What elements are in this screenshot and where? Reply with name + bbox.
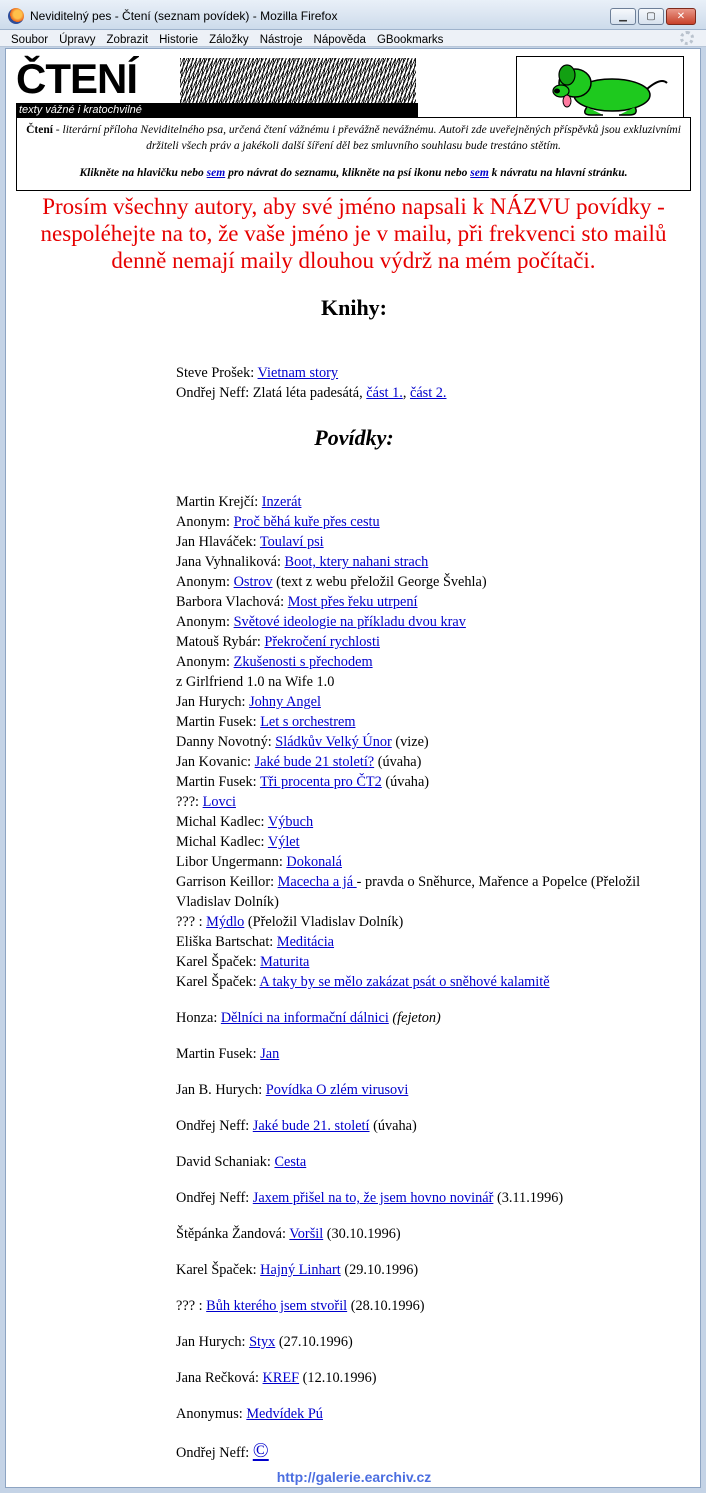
list-item: [176, 592, 686, 612]
return-home-link[interactable]: sem: [470, 167, 489, 179]
info-navigation: [25, 166, 682, 180]
story-note: (12.10.1996): [299, 1370, 377, 1386]
list-item: [176, 1296, 686, 1316]
author-name: ???:: [176, 794, 203, 810]
firefox-icon: [8, 8, 24, 24]
story-note: (text z webu přeložil George Švehla): [272, 574, 487, 590]
menu-item-7[interactable]: GBookmarks: [376, 34, 444, 46]
menu-item-2[interactable]: Zobrazit: [106, 34, 149, 46]
logo-subtitle: texty vážné i kratochvilné: [16, 103, 418, 117]
story-link[interactable]: Vietnam story: [257, 365, 339, 381]
list-item: [176, 1188, 686, 1208]
story-link[interactable]: Jaké bude 21. století: [252, 1118, 370, 1134]
author-name: Eliška Bartschat:: [176, 934, 277, 950]
list-item: [176, 712, 686, 732]
list-item: [176, 772, 686, 792]
story-link[interactable]: Zkušenosti s přechodem: [233, 654, 373, 670]
maximize-button[interactable]: ▢: [638, 8, 664, 25]
author-name: Anonym:: [176, 514, 234, 530]
list-item: [176, 632, 686, 652]
list-item: [176, 932, 686, 952]
list-item: [176, 612, 686, 632]
menu-bar: [0, 30, 706, 47]
story-link[interactable]: Světové ideologie na příkladu dvou krav: [233, 614, 466, 630]
list-item: [176, 792, 686, 812]
story-link[interactable]: Cesta: [274, 1154, 307, 1170]
story-link[interactable]: Dokonalá: [286, 854, 342, 870]
author-name: Jan Kovanic:: [176, 754, 255, 770]
author-name: ??? :: [176, 1298, 207, 1314]
author-name: Jan Hurych:: [176, 694, 250, 710]
story-link[interactable]: Maturita: [260, 954, 310, 970]
author-name: Anonym:: [176, 654, 234, 670]
list-item: [176, 363, 686, 383]
story-link[interactable]: Dělníci na informační dálnici: [220, 1010, 389, 1026]
list-item: [176, 383, 686, 403]
author-name: Martin Fusek:: [176, 1046, 261, 1062]
author-name: Anonymus:: [176, 1406, 247, 1422]
list-item: [176, 1368, 686, 1388]
story-link[interactable]: Inzerát: [261, 494, 302, 510]
list-item: [176, 1008, 686, 1028]
author-name: Jana Rečková:: [176, 1370, 263, 1386]
author-name: Jan Hlaváček:: [176, 534, 260, 550]
story-link[interactable]: Most přes řeku utrpení: [287, 594, 418, 610]
story-link[interactable]: Proč běhá kuře přes cestu: [233, 514, 380, 530]
list-item: [176, 1440, 686, 1463]
dog-icon: [517, 57, 684, 118]
list-item: [176, 752, 686, 772]
list-item: [176, 1224, 686, 1244]
story-link[interactable]: Překročení rychlosti: [264, 634, 380, 650]
author-name: Michal Kadlec:: [176, 834, 268, 850]
menu-item-6[interactable]: Nápověda: [313, 34, 366, 46]
books-list: [176, 363, 686, 403]
list-item: [176, 1080, 686, 1100]
author-name: Martin Fusek:: [176, 714, 261, 730]
story-link[interactable]: Ostrov: [233, 574, 273, 590]
author-name: Danny Novotný:: [176, 734, 276, 750]
nav-text-1: Klikněte na hlavičku nebo: [79, 167, 207, 179]
author-name: Karel Špaček:: [176, 974, 260, 990]
list-item: [176, 1332, 686, 1352]
author-name: Honza:: [176, 1010, 221, 1026]
story-link[interactable]: Let s orchestrem: [260, 714, 356, 730]
list-item: [176, 552, 686, 572]
menu-item-1[interactable]: Úpravy: [59, 34, 96, 46]
dog-icon-link[interactable]: [516, 56, 684, 118]
logo-title: ČTENÍ: [16, 55, 137, 102]
story-note: (3.11.1996): [493, 1190, 564, 1206]
story-note: (vize): [391, 734, 429, 750]
story-link[interactable]: Sládkův Velký Únor: [275, 734, 392, 750]
author-name: Ondřej Neff: Zlatá léta padesátá,: [176, 385, 367, 401]
list-item: [176, 1044, 686, 1064]
list-item: [176, 672, 686, 692]
story-note: (30.10.1996): [323, 1226, 401, 1242]
story-genre: (fejeton): [388, 1010, 441, 1026]
story-link[interactable]: Tři procenta pro ČT2: [259, 774, 382, 790]
story-note: (úvaha): [374, 754, 422, 770]
list-item: [176, 1116, 686, 1136]
story-link[interactable]: Boot, ktery nahani strach: [284, 554, 429, 570]
list-item: [176, 812, 686, 832]
author-name: Steve Prošek:: [176, 365, 258, 381]
list-item: [176, 492, 686, 512]
story-note: - pravda o Sněhurce, Mařence a Popelce (Přeložil Vladislav Dolník): [176, 874, 641, 910]
author-name: Anonym:: [176, 574, 234, 590]
list-item: [176, 692, 686, 712]
author-name: Ondřej Neff:: [176, 1190, 253, 1206]
info-description-text: - literární příloha Neviditelného psa, určená čtení vážnému i převážně nevážnému. Autoři zde uveřejněných příspěvků jsou exkluzivními držiteli všech práv a jakékoli další šíření děl bez smluvního souhlasu bude trestáno stětím.: [52, 124, 681, 152]
story-note: (28.10.1996): [347, 1298, 425, 1314]
author-name: Matouš Rybár:: [176, 634, 265, 650]
story-link[interactable]: část 1.: [366, 385, 403, 401]
menu-item-3[interactable]: Historie: [159, 34, 199, 46]
story-link[interactable]: Povídka O zlém virusovi: [265, 1082, 409, 1098]
list-item: [176, 572, 686, 592]
menu-item-5[interactable]: Nástroje: [259, 34, 303, 46]
story-note: ,: [402, 385, 410, 401]
story-link[interactable]: Styx: [249, 1334, 276, 1350]
author-name: Karel Špaček:: [176, 954, 261, 970]
story-link[interactable]: Bůh kterého jsem stvořil: [206, 1298, 348, 1314]
story-note: (27.10.1996): [275, 1334, 353, 1350]
story-link[interactable]: část 2.: [409, 385, 447, 401]
window-titlebar: [0, 0, 706, 30]
list-item: [176, 1260, 686, 1280]
story-link[interactable]: Meditácia: [276, 934, 335, 950]
story-link[interactable]: Jan: [260, 1046, 280, 1062]
stories-list: [176, 492, 686, 1463]
author-name: David Schaniak:: [176, 1154, 275, 1170]
story-link[interactable]: Johny Angel: [249, 694, 321, 710]
list-item: [176, 872, 686, 912]
author-name: Garrison Keillor:: [176, 874, 278, 890]
list-item: [176, 972, 686, 992]
author-notice: Prosím všechny autory, aby své jméno napsali k NÁZVU povídky - nespoléhejte na to, že vaše jméno je v mailu, při frekvenci sto mailů denně nemají maily dlouhou výdrž na mém počítači.: [40, 194, 667, 273]
author-name: Martin Fusek:: [176, 774, 260, 790]
list-item: [176, 912, 686, 932]
story-link[interactable]: Lovci: [202, 794, 236, 810]
author-name: Libor Ungermann:: [176, 854, 287, 870]
minimize-button[interactable]: ▁: [610, 8, 636, 25]
window-title: Neviditelný pes - Čtení (seznam povídek) - Mozilla Firefox: [30, 9, 338, 23]
story-link[interactable]: Výlet: [267, 834, 300, 850]
story-link[interactable]: Voršil: [289, 1226, 324, 1242]
list-item: [176, 1404, 686, 1424]
author-name: Michal Kadlec:: [176, 814, 268, 830]
copyright-link[interactable]: ©: [252, 1438, 269, 1462]
throbber-icon: [680, 31, 694, 45]
author-name: z Girlfriend 1.0 na Wife 1.0: [176, 674, 335, 690]
author-name: ??? :: [176, 914, 207, 930]
story-note: (úvaha): [369, 1118, 417, 1134]
list-item: [176, 652, 686, 672]
list-item: [176, 852, 686, 872]
list-item: [176, 1152, 686, 1172]
story-link[interactable]: Jaké bude 21 století?: [254, 754, 375, 770]
info-description: [25, 122, 682, 154]
story-link[interactable]: Jaxem přišel na to, že jsem hovno novinář: [252, 1190, 494, 1206]
list-item: [176, 832, 686, 852]
footer-url: http://galerie.earchiv.cz: [276, 1469, 432, 1485]
author-name: Karel Špaček:: [176, 1262, 261, 1278]
list-item: [176, 952, 686, 972]
author-name: Jana Vyhnaliková:: [176, 554, 285, 570]
story-link[interactable]: KREF: [262, 1370, 300, 1386]
story-link[interactable]: A taky by se mělo zakázat psát o sněhové kalamitě: [259, 974, 550, 990]
author-name: Jan B. Hurych:: [176, 1082, 266, 1098]
stories-heading: Povídky:: [314, 425, 394, 450]
author-name: Jan Hurych:: [176, 1334, 250, 1350]
story-note: (Přeložil Vladislav Dolník): [244, 914, 404, 930]
author-name: Martin Krejčí:: [176, 494, 262, 510]
menu-item-4[interactable]: Záložky: [209, 34, 249, 46]
story-link[interactable]: Výbuch: [267, 814, 314, 830]
author-name: Ondřej Neff:: [176, 1118, 253, 1134]
list-item: [176, 732, 686, 752]
story-note: (29.10.1996): [340, 1262, 419, 1278]
page-viewport[interactable]: [5, 48, 701, 1488]
info-box: [16, 117, 691, 191]
books-heading: Knihy:: [320, 295, 388, 320]
story-link[interactable]: Hajný Linhart: [260, 1262, 341, 1278]
story-link[interactable]: Medvídek Pú: [246, 1406, 323, 1422]
author-name: Štěpánka Žandová:: [176, 1226, 290, 1242]
menu-item-0[interactable]: Soubor: [11, 34, 49, 46]
story-link[interactable]: Macecha a já: [277, 874, 357, 890]
info-name: Čtení: [26, 124, 53, 136]
story-link[interactable]: Toulaví psi: [259, 534, 324, 550]
author-name: Ondřej Neff:: [176, 1445, 253, 1461]
story-link[interactable]: Mýdlo: [206, 914, 245, 930]
author-name: Barbora Vlachová:: [176, 594, 288, 610]
nav-text-2: pro návrat do seznamu, klikněte na psí ikonu nebo: [225, 167, 471, 179]
cteni-logo[interactable]: [16, 56, 418, 116]
return-list-link[interactable]: sem: [206, 167, 226, 179]
list-item: [176, 532, 686, 552]
author-name: Anonym:: [176, 614, 234, 630]
close-button[interactable]: ✕: [666, 8, 696, 25]
nav-text-3: k návratu na hlavní stránku.: [488, 167, 628, 179]
story-note: (úvaha): [381, 774, 430, 790]
list-item: [176, 512, 686, 532]
